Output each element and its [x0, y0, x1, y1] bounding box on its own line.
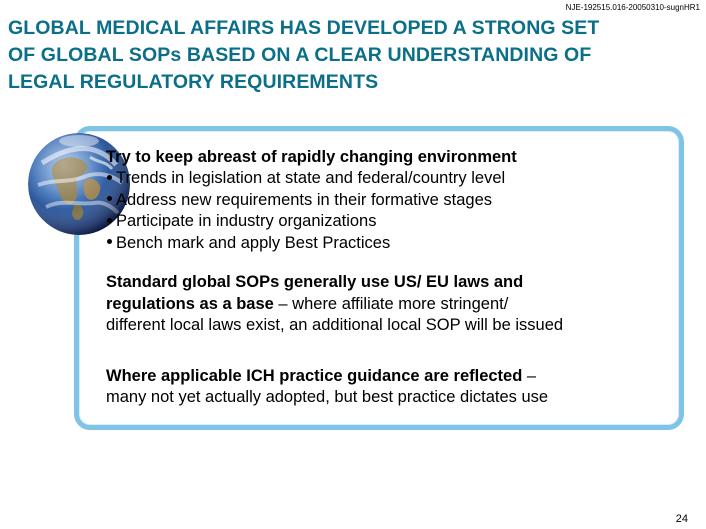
bullet-icon: [107, 218, 112, 223]
panel-content: [106, 147, 686, 409]
page-number: 24: [675, 513, 688, 525]
bullet-list: [106, 168, 686, 254]
title-line-3: LEGAL REGULATORY REQUIREMENTS: [8, 71, 379, 93]
list-item: [106, 211, 686, 233]
bullet-icon: [107, 196, 112, 201]
bullet-icon: [107, 175, 112, 180]
sop-line-2-rest: – where affiliate more stringent/: [273, 294, 509, 313]
ich-paragraph: [106, 366, 686, 409]
title-line-2: OF GLOBAL SOPs BASED ON A CLEAR UNDERSTANDING OF: [8, 44, 592, 66]
bullet-text: Address new requirements in their formative stages: [116, 190, 493, 209]
bullet-text: Participate in industry organizations: [116, 212, 377, 230]
page-title: [8, 15, 698, 96]
ich-line-1-bold: Where applicable ICH practice guidance are reflected: [106, 366, 523, 385]
sop-paragraph: [106, 272, 686, 337]
ich-line-1-rest: –: [522, 366, 537, 385]
ich-line-2: many not yet actually adopted, but best practice dictates use: [106, 388, 549, 406]
section-heading: Try to keep abreast of rapidly changing environment: [106, 148, 517, 166]
sop-line-3: different local laws exist, an additional local SOP will be issued: [106, 316, 564, 334]
sop-line-1: Standard global SOPs generally use US/ EU laws and: [106, 273, 524, 291]
list-item: [106, 168, 686, 190]
document-id: NJE-192515.016-20050310-sugnHR1: [565, 3, 700, 12]
list-item: [106, 190, 686, 212]
sop-line-2-bold: regulations as a base: [106, 294, 274, 313]
list-item: [106, 233, 686, 255]
bullet-text: Trends in legislation at state and federal/country level: [116, 169, 506, 187]
title-line-1: GLOBAL MEDICAL AFFAIRS HAS DEVELOPED A STRONG SET: [8, 17, 600, 39]
bullet-icon: [107, 239, 112, 244]
bullet-text: Bench mark and apply Best Practices: [116, 233, 391, 252]
